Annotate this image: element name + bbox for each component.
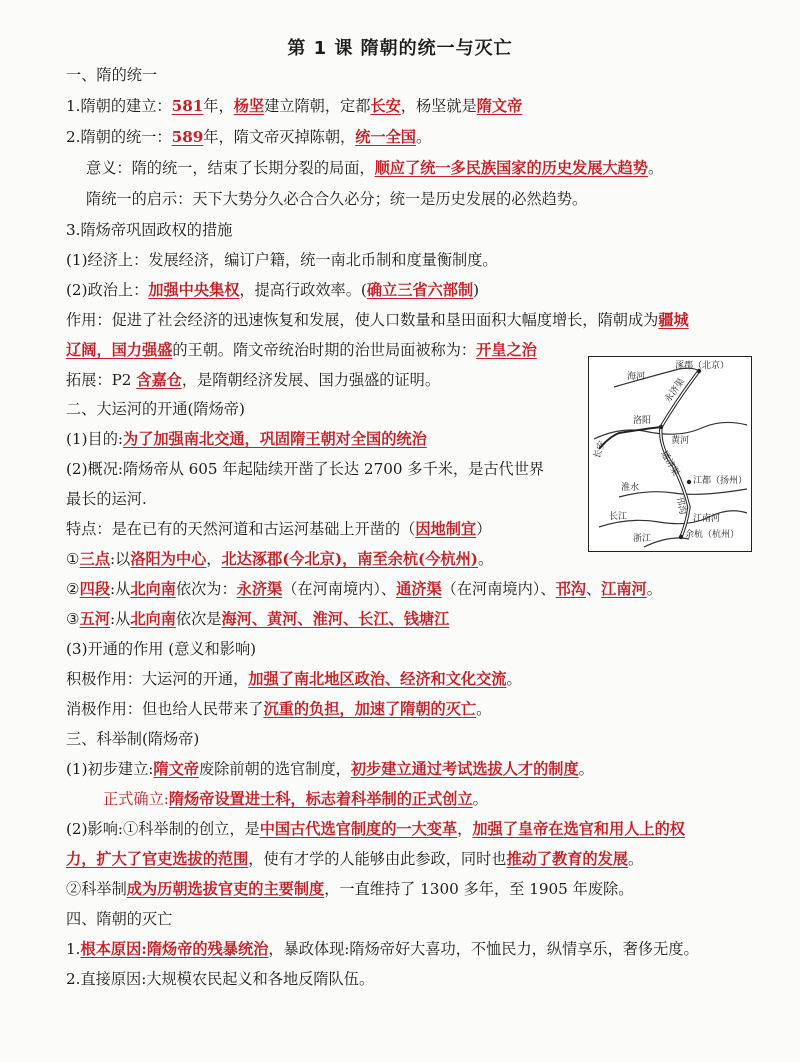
map-label-jiangnanhe: 江南河	[693, 514, 721, 524]
section-heading: 四、隋朝的灭亡	[66, 910, 173, 928]
text-line: 意义：隋的统一，结束了长期分裂的局面，顺应了统一多民族国家的历史发展大趋势。	[86, 159, 664, 177]
map-label-luoyang: 洛阳	[633, 416, 652, 426]
map-drawing	[589, 357, 750, 550]
text-line: 力，扩大了官吏选拔的范围，使有才学的人能够由此参政，同时也推动了教育的发展。	[66, 850, 644, 868]
text-line: 最长的运河.	[66, 490, 147, 508]
map-label-huanghe: 黄河	[671, 436, 690, 446]
map-label-zhuojun: 涿郡（北京）	[675, 361, 730, 371]
text-line: (1)目的:为了加强南北交通，巩固隋王朝对全国的统治	[66, 430, 427, 448]
section-heading: 一、隋的统一	[66, 66, 158, 84]
map-label-huaishui: 淮水	[621, 483, 640, 493]
map-label-hangou: 邗沟	[674, 495, 688, 516]
text-line: 拓展：P2 含嘉仓，是隋朝经济发展、国力强盛的证明。	[66, 371, 441, 389]
text-line: 隋统一的启示：天下大势分久必合合久必分；统一是历史发展的必然趋势。	[86, 190, 588, 208]
section-heading: 二、大运河的开通(隋炀帝)	[66, 400, 245, 418]
map-label-haihe: 海河	[627, 372, 646, 382]
text-line: ②四段:从北向南依次为：永济渠（在河南境内）、通济渠（在河南境内）、邗沟、江南河。	[66, 580, 662, 598]
text-line: ②科举制成为历朝选拔官吏的主要制度，一直维持了 1300 多年，至 1905 年废除。	[66, 880, 634, 898]
text-line: (2)影响:①科举制的创立，是中国古代选官制度的一大变革，加强了皇帝在选官和用人上的权	[66, 820, 685, 838]
text-line: 积极作用：大运河的开通，加强了南北地区政治、经济和文化交流。	[66, 670, 522, 688]
text-line: 2.直接原因:大规模农民起义和各地反隋队伍。	[66, 970, 375, 988]
text-line: ③五河:从北向南依次是海河、黄河、淮河、长江、钱塘江	[66, 610, 450, 628]
map-label-yuhang: 余杭（杭州）	[685, 530, 740, 540]
text-line: (3)开通的作用 (意义和影响)	[66, 640, 257, 658]
grand-canal-map	[588, 356, 752, 552]
text-line: (2)概况:隋炀帝从 605 年起陆续开凿了长达 2700 多千米，是古代世界	[66, 460, 545, 478]
map-label-jiangdu: 江都（扬州）	[693, 476, 748, 486]
map-label-tongjiqu: 通济渠	[658, 449, 681, 478]
text-line: (2)政治上：加强中央集权，提高行政效率。(确立三省六部制)	[66, 281, 480, 299]
text-line: 1.隋朝的建立：581年，杨坚建立隋朝，定都长安，杨坚就是隋文帝	[66, 97, 523, 115]
text-line: 2.隋朝的统一：589年，隋文帝灭掉陈朝，统一全国。	[66, 128, 432, 146]
text-line: ①三点:以洛阳为中心，北达涿郡(今北京)，南至余杭(今杭州)。	[66, 550, 494, 568]
text-line: 作用：促进了社会经济的迅速恢复和发展，使人口数量和垦田面积大幅度增长，隋朝成为疆城	[66, 311, 689, 329]
section-heading: 三、科举制(隋炀帝)	[66, 730, 200, 748]
map-label-yongjiqu: 永济渠	[663, 376, 687, 405]
text-line: (1)经济上：发展经济，编订户籍，统一南北币制和度量衡制度。	[66, 251, 498, 269]
text-line: 特点：是在已有的天然河道和古运河基础上开凿的（因地制宜）	[66, 520, 492, 538]
map-label-changjiang: 长江	[609, 512, 628, 522]
text-line: 辽阔，国力强盛的王朝。隋文帝统治时期的治世局面被称为：开皇之治	[66, 341, 537, 359]
canal-to-changan	[599, 427, 661, 449]
text-line: 3.隋炀帝巩固政权的措施	[66, 221, 233, 239]
jiangdu-dot	[687, 480, 691, 484]
yuhang-dot	[679, 535, 683, 539]
text-line: 正式确立:隋炀帝设置进士科，标志着科举制的正式创立。	[103, 790, 488, 808]
text-line: 1.根本原因:隋炀帝的残暴统治，暴政体现:隋炀帝好大喜功，不恤民力，纵情享乐，奢侈无度。	[66, 940, 699, 958]
map-label-changan: 长安	[592, 439, 608, 461]
luoyang-dot	[659, 425, 663, 429]
map-label-zhejiang: 浙江	[633, 534, 652, 544]
text-line: 消极作用：但也给人民带来了沉重的负担，加速了隋朝的灭亡。	[66, 700, 492, 718]
page-title: 第 1 课 隋朝的统一与灭亡	[287, 38, 513, 59]
text-line: (1)初步建立:隋文帝废除前朝的选官制度，初步建立通过考试选拔人才的制度。	[66, 760, 594, 778]
